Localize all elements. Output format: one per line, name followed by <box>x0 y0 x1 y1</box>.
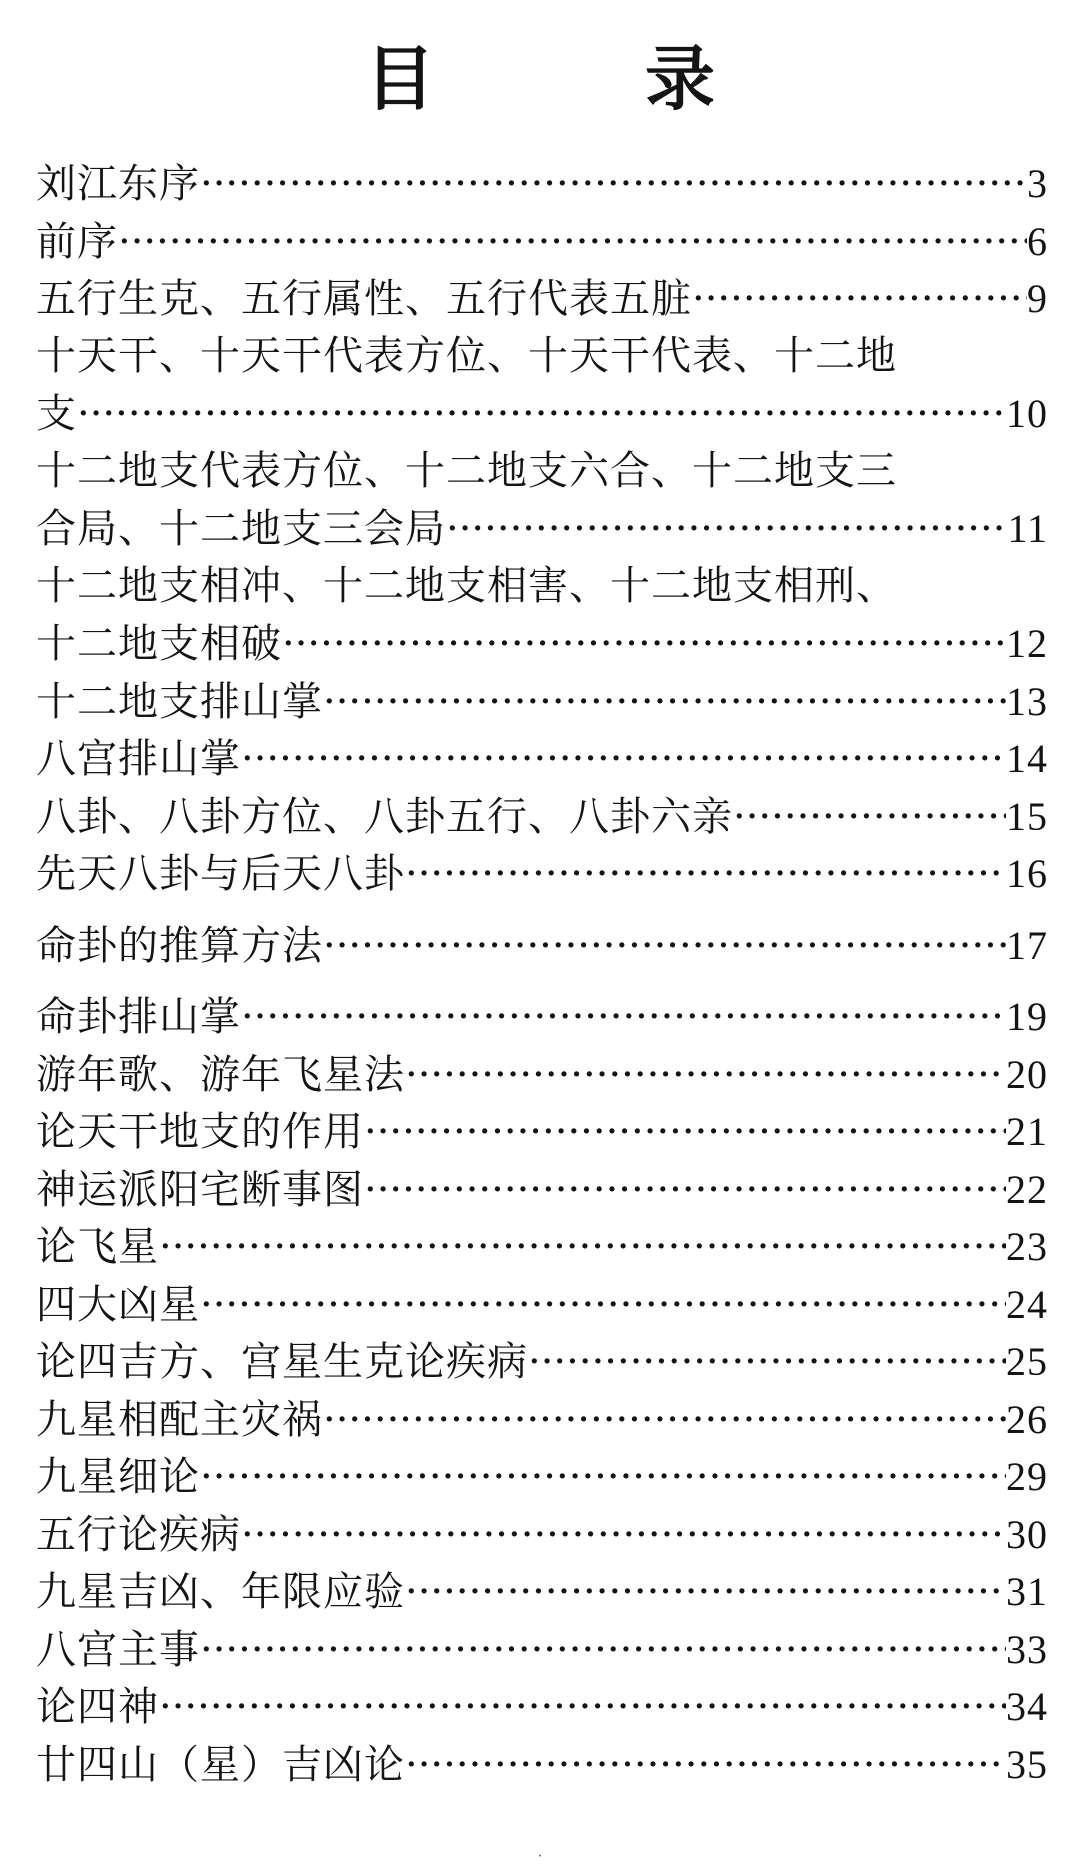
toc-entry[interactable] <box>36 1506 1048 1564</box>
toc-entry-line <box>36 730 1048 788</box>
toc-entry[interactable] <box>36 1563 1048 1621</box>
toc-entry-title: 八宫排山掌 <box>36 736 241 782</box>
dot-leader <box>364 1104 1006 1162</box>
toc-page-number: 6 <box>1027 218 1048 264</box>
toc-entry[interactable] <box>36 1391 1048 1449</box>
toc-entry[interactable] <box>36 1218 1048 1276</box>
toc-entry-line <box>36 1448 1048 1506</box>
dot-leader <box>200 1622 1006 1680</box>
dot-leader <box>364 1162 1006 1220</box>
toc-entry-title: 论飞星 <box>36 1224 159 1270</box>
toc-page-number: 31 <box>1006 1569 1048 1614</box>
toc-entry[interactable] <box>36 917 1048 975</box>
toc-entry-title: 合局、十二地支三会局 <box>36 506 446 552</box>
dot-leader <box>200 156 1027 214</box>
toc-entry-title: 十二地支排山掌 <box>36 678 323 725</box>
toc-entry[interactable] <box>36 730 1048 788</box>
toc-entry-line <box>36 1678 1048 1736</box>
toc-entry-title: 刘江东序 <box>36 161 200 207</box>
toc-entry-title: 九星吉凶、年限应验 <box>36 1569 405 1615</box>
toc-entry-line <box>36 1333 1048 1391</box>
toc-entry-line <box>36 1736 1048 1794</box>
toc-entry-title: 十二地支相冲、十二地支相害、十二地支相刑、 <box>36 562 897 609</box>
dot-leader <box>733 789 1006 847</box>
toc-page-number: 29 <box>1006 1454 1048 1499</box>
toc-entry-title: 支 <box>36 391 77 437</box>
toc-entry[interactable] <box>36 673 1048 731</box>
toc-entry-title: 九星相配主灾祸 <box>36 1396 323 1443</box>
dot-leader <box>200 1277 1006 1335</box>
toc-entry-title: 先天八卦与后天八卦 <box>36 851 405 897</box>
toc-entry-line <box>36 788 1048 846</box>
toc-entry-title: 游年歌、游年飞星法 <box>36 1051 405 1098</box>
toc-entry-line <box>36 385 1048 443</box>
dot-leader <box>118 214 1027 272</box>
toc-entry[interactable] <box>36 155 1048 213</box>
toc-page-number: 24 <box>1006 1281 1048 1327</box>
toc-entry[interactable] <box>36 845 1048 903</box>
toc-entry-line <box>36 328 1048 386</box>
dot-leader <box>241 731 1006 789</box>
toc-entry[interactable] <box>36 1448 1048 1506</box>
toc-entry[interactable] <box>36 328 1048 443</box>
toc-entry-title: 十天干、十天干代表方位、十天干代表、十二地 <box>36 332 897 379</box>
toc-entry-title: 九星细论 <box>36 1454 200 1500</box>
dot-leader <box>159 1219 1006 1277</box>
table-of-contents <box>36 155 1048 1793</box>
dot-leader <box>405 1737 1006 1795</box>
toc-entry-title: 四大凶星 <box>36 1281 200 1328</box>
toc-page-number: 25 <box>1006 1339 1048 1384</box>
toc-page-number: 10 <box>1006 391 1048 436</box>
dot-leader <box>241 1507 1006 1565</box>
toc-entry[interactable] <box>36 270 1048 328</box>
dot-leader <box>282 616 1006 674</box>
toc-entry-line <box>36 845 1048 903</box>
toc-entry-line <box>36 917 1048 975</box>
toc-entry[interactable] <box>36 988 1048 1046</box>
dot-leader <box>405 846 1006 904</box>
toc-entry-line <box>36 1218 1048 1276</box>
dot-leader <box>323 674 1006 732</box>
dot-leader <box>159 1679 1006 1737</box>
toc-page-number: 26 <box>1006 1396 1048 1442</box>
dot-leader <box>405 1047 1006 1105</box>
toc-entry[interactable] <box>36 1161 1048 1219</box>
toc-page-number: 11 <box>1007 506 1048 551</box>
toc-entry-title: 十二地支相破 <box>36 621 282 667</box>
toc-entry-title: 廿四山（星）吉凶论 <box>36 1741 405 1788</box>
toc-entry-title: 论天干地支的作用 <box>36 1109 364 1155</box>
toc-entry[interactable] <box>36 1621 1048 1679</box>
toc-page-number: 22 <box>1006 1166 1048 1212</box>
toc-entry-line <box>36 615 1048 673</box>
toc-page-number: 30 <box>1006 1511 1048 1557</box>
toc-entry-line <box>36 443 1048 501</box>
toc-entry-title: 五行生克、五行属性、五行代表五脏 <box>36 276 692 322</box>
toc-entry-title: 命卦排山掌 <box>36 994 241 1040</box>
toc-entry-line <box>36 270 1048 328</box>
toc-page-number: 23 <box>1006 1224 1048 1269</box>
toc-entry-title: 五行论疾病 <box>36 1511 241 1558</box>
toc-entry-line <box>36 1563 1048 1621</box>
toc-entry-title: 论四神 <box>36 1684 159 1730</box>
dot-leader <box>241 989 1006 1047</box>
toc-page-number: 16 <box>1006 851 1048 896</box>
page-title: 目 录 <box>365 38 785 120</box>
toc-entry[interactable] <box>36 1333 1048 1391</box>
toc-entry-line <box>36 988 1048 1046</box>
toc-entry-line <box>36 1506 1048 1564</box>
toc-entry[interactable] <box>36 1103 1048 1161</box>
dot-leader <box>528 1334 1006 1392</box>
toc-page-number: 33 <box>1006 1626 1048 1672</box>
toc-entry-line <box>36 1391 1048 1449</box>
toc-page-number: 3 <box>1027 161 1048 206</box>
toc-entry[interactable] <box>36 788 1048 846</box>
toc-entry-line <box>36 1103 1048 1161</box>
toc-entry-line <box>36 558 1048 616</box>
toc-entry-title: 神运派阳宅断事图 <box>36 1166 364 1213</box>
toc-page-number: 21 <box>1006 1109 1048 1154</box>
toc-entry-title: 论四吉方、宫星生克论疾病 <box>36 1339 528 1385</box>
toc-entry[interactable] <box>36 1276 1048 1334</box>
toc-page-number: 13 <box>1006 678 1048 724</box>
page-edge-mark: ˙ <box>535 1852 545 1873</box>
toc-page-number: 19 <box>1006 994 1048 1039</box>
toc-entry[interactable] <box>36 443 1048 558</box>
toc-page-number: 17 <box>1006 922 1048 968</box>
toc-entry-line <box>36 1046 1048 1104</box>
toc-entry-title: 八卦、八卦方位、八卦五行、八卦六亲 <box>36 793 733 840</box>
dot-leader <box>405 1564 1006 1622</box>
toc-page-number: 9 <box>1027 276 1048 321</box>
dot-leader <box>323 1392 1006 1450</box>
toc-page-number: 14 <box>1006 736 1048 781</box>
dot-leader <box>77 386 1006 444</box>
toc-entry-line <box>36 1621 1048 1679</box>
toc-page-number: 35 <box>1006 1741 1048 1787</box>
toc-page-number: 34 <box>1006 1684 1048 1729</box>
toc-entry-title: 命卦的推算方法 <box>36 922 323 969</box>
toc-entry[interactable] <box>36 1046 1048 1104</box>
toc-entry-line <box>36 673 1048 731</box>
toc-entry[interactable] <box>36 1678 1048 1736</box>
toc-page-number: 12 <box>1006 621 1048 666</box>
toc-entry[interactable] <box>36 213 1048 271</box>
toc-page-number: 20 <box>1006 1051 1048 1097</box>
toc-entry-title: 十二地支代表方位、十二地支六合、十二地支三 <box>36 447 897 494</box>
toc-entry-line <box>36 1276 1048 1334</box>
toc-entry-title: 八宫主事 <box>36 1626 200 1673</box>
toc-entry-line <box>36 213 1048 271</box>
dot-leader <box>692 271 1027 329</box>
toc-entry-line <box>36 1161 1048 1219</box>
toc-entry-line <box>36 500 1048 558</box>
toc-entry-line <box>36 155 1048 213</box>
toc-entry-title: 前序 <box>36 218 118 265</box>
toc-page-number: 15 <box>1006 793 1048 839</box>
dot-leader <box>200 1449 1006 1507</box>
dot-leader <box>446 501 1007 559</box>
toc-entry[interactable] <box>36 1736 1048 1794</box>
toc-entry[interactable] <box>36 558 1048 673</box>
dot-leader <box>323 918 1006 976</box>
